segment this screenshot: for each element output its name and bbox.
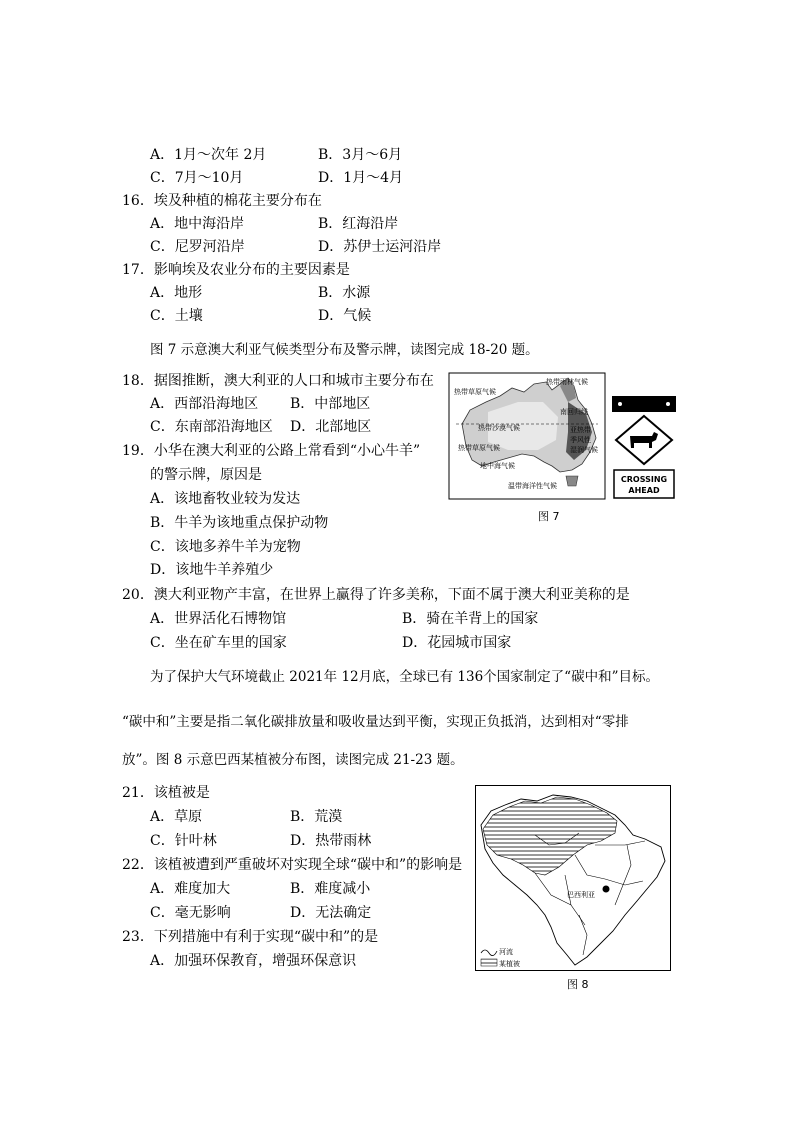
q21-option-a: A．草原 bbox=[150, 809, 203, 825]
legend-vegetation-label: 某植被 bbox=[499, 960, 520, 968]
label-tropic: 南回归线 bbox=[560, 408, 588, 416]
q20-option-a: A．世界活化石博物馆 bbox=[150, 611, 287, 627]
tasmania bbox=[566, 476, 578, 486]
q22-option-d: D．无法确定 bbox=[290, 905, 372, 921]
q22-option-c: C．毫无影响 bbox=[150, 905, 231, 921]
q18-stem: 18．据图推断，澳大利亚的人口和城市主要分布在 bbox=[122, 373, 434, 389]
q16-stem: 16．埃及种植的棉花主要分布在 bbox=[122, 193, 322, 209]
sign-bolt-right bbox=[666, 402, 670, 406]
figure-7-caption: 图 7 bbox=[538, 510, 560, 523]
label-oceanic: 温带海洋性气候 bbox=[508, 482, 557, 490]
vegetation-legend-icon bbox=[481, 959, 497, 966]
q15-option-d: D．1月～4月 bbox=[318, 170, 404, 186]
q20-option-d: D．花园城市国家 bbox=[402, 635, 512, 651]
q17-stem: 17．影响埃及农业分布的主要因素是 bbox=[122, 262, 350, 278]
label-savanna-west: 热带草原气候 bbox=[458, 444, 500, 452]
legend-river-label: 河流 bbox=[499, 948, 513, 956]
q16-option-c: C．尼罗河沿岸 bbox=[150, 239, 245, 255]
label-rainforest: 热带雨林气候 bbox=[546, 378, 588, 386]
capital-dot-icon bbox=[603, 886, 610, 893]
q19-stem-line1: 19．小华在澳大利亚的公路上常看到“小心牛羊” bbox=[122, 443, 421, 459]
q19-stem-line2: 的警示牌，原因是 bbox=[150, 467, 262, 483]
q21-option-d: D．热带雨林 bbox=[290, 833, 372, 849]
sign-text-line1: CROSSING bbox=[620, 475, 668, 484]
label-subtropical-2: 季风性 bbox=[570, 436, 591, 444]
q22-option-b: B．难度减小 bbox=[290, 881, 371, 897]
q20-option-b: B．骑在羊背上的国家 bbox=[402, 611, 539, 627]
label-subtropical-3: 湿润气候 bbox=[570, 446, 598, 454]
capital-label: 巴西利亚 bbox=[567, 891, 595, 899]
q21-option-c: C．针叶林 bbox=[150, 833, 217, 849]
q15-option-b: B．3月～6月 bbox=[318, 147, 403, 163]
q22-option-a: A．难度加大 bbox=[150, 881, 231, 897]
sign-bolt-left bbox=[618, 402, 622, 406]
q17-option-c: C．土壤 bbox=[150, 308, 203, 324]
q15-option-a: A．1月～次年 2月 bbox=[150, 147, 267, 163]
intro-figure-8-line1: 为了保护大气环境截止 2021年 12月底，全球已有 136个国家制定了“碳中和”目标。 bbox=[150, 669, 659, 685]
sign-text-line2: AHEAD bbox=[628, 486, 660, 495]
q17-option-d: D．气候 bbox=[318, 308, 372, 324]
q16-option-b: B．红海沿岸 bbox=[318, 216, 399, 232]
label-savanna-north: 热带草原气候 bbox=[454, 388, 496, 396]
figure-7-australia-climate-map bbox=[448, 372, 678, 500]
q23-option-a: A．加强环保教育，增强环保意识 bbox=[150, 953, 357, 969]
q20-option-c: C．坐在矿车里的国家 bbox=[150, 635, 287, 651]
q16-option-d: D．苏伊士运河沿岸 bbox=[318, 239, 442, 255]
q19-option-d: D．该地牛羊养殖少 bbox=[150, 562, 274, 578]
figure-8-brazil-vegetation-map bbox=[475, 785, 671, 971]
intro-figure-8-line3: 放”。图 8 示意巴西某植被分布图，读图完成 21-23 题。 bbox=[122, 752, 464, 768]
q19-option-c: C．该地多养牛羊为宠物 bbox=[150, 539, 301, 555]
q18-option-a: A．西部沿海地区 bbox=[150, 396, 259, 412]
q19-option-a: A．该地畜牧业较为发达 bbox=[150, 491, 301, 507]
q23-stem: 23．下列措施中有利于实现“碳中和”的是 bbox=[122, 929, 379, 945]
q17-option-b: B．水源 bbox=[318, 285, 371, 301]
q21-option-b: B．荒漠 bbox=[290, 809, 343, 825]
q22-stem: 22．该植被遭到严重破坏对实现全球“碳中和”的影响是 bbox=[122, 857, 463, 873]
q16-option-a: A．地中海沿岸 bbox=[150, 216, 245, 232]
label-mediterranean: 地中海气候 bbox=[480, 462, 515, 470]
q18-option-b: B．中部地区 bbox=[290, 396, 371, 412]
label-subtropical-1: 亚热带 bbox=[570, 426, 591, 434]
q18-option-d: D．北部地区 bbox=[290, 419, 372, 435]
intro-figure-8-line2: “碳中和”主要是指二氧化碳排放量和吸收量达到平衡，实现正负抵消，达到相对“零排 bbox=[122, 714, 629, 730]
label-desert: 热带沙漠气候 bbox=[478, 424, 520, 432]
q19-option-b: B．牛羊为该地重点保护动物 bbox=[150, 515, 329, 531]
q18-option-c: C．东南部沿海地区 bbox=[150, 419, 273, 435]
q17-option-a: A．地形 bbox=[150, 285, 203, 301]
q20-stem: 20．澳大利亚物产丰富，在世界上赢得了许多美称，下面不属于澳大利亚美称的是 bbox=[122, 587, 630, 603]
q21-stem: 21．该植被是 bbox=[122, 785, 210, 801]
figure-8-caption: 图 8 bbox=[567, 978, 589, 991]
intro-figure-7: 图 7 示意澳大利亚气候类型分布及警示牌，读图完成 18-20 题。 bbox=[150, 342, 539, 358]
q15-option-c: C．7月～10月 bbox=[150, 170, 244, 186]
